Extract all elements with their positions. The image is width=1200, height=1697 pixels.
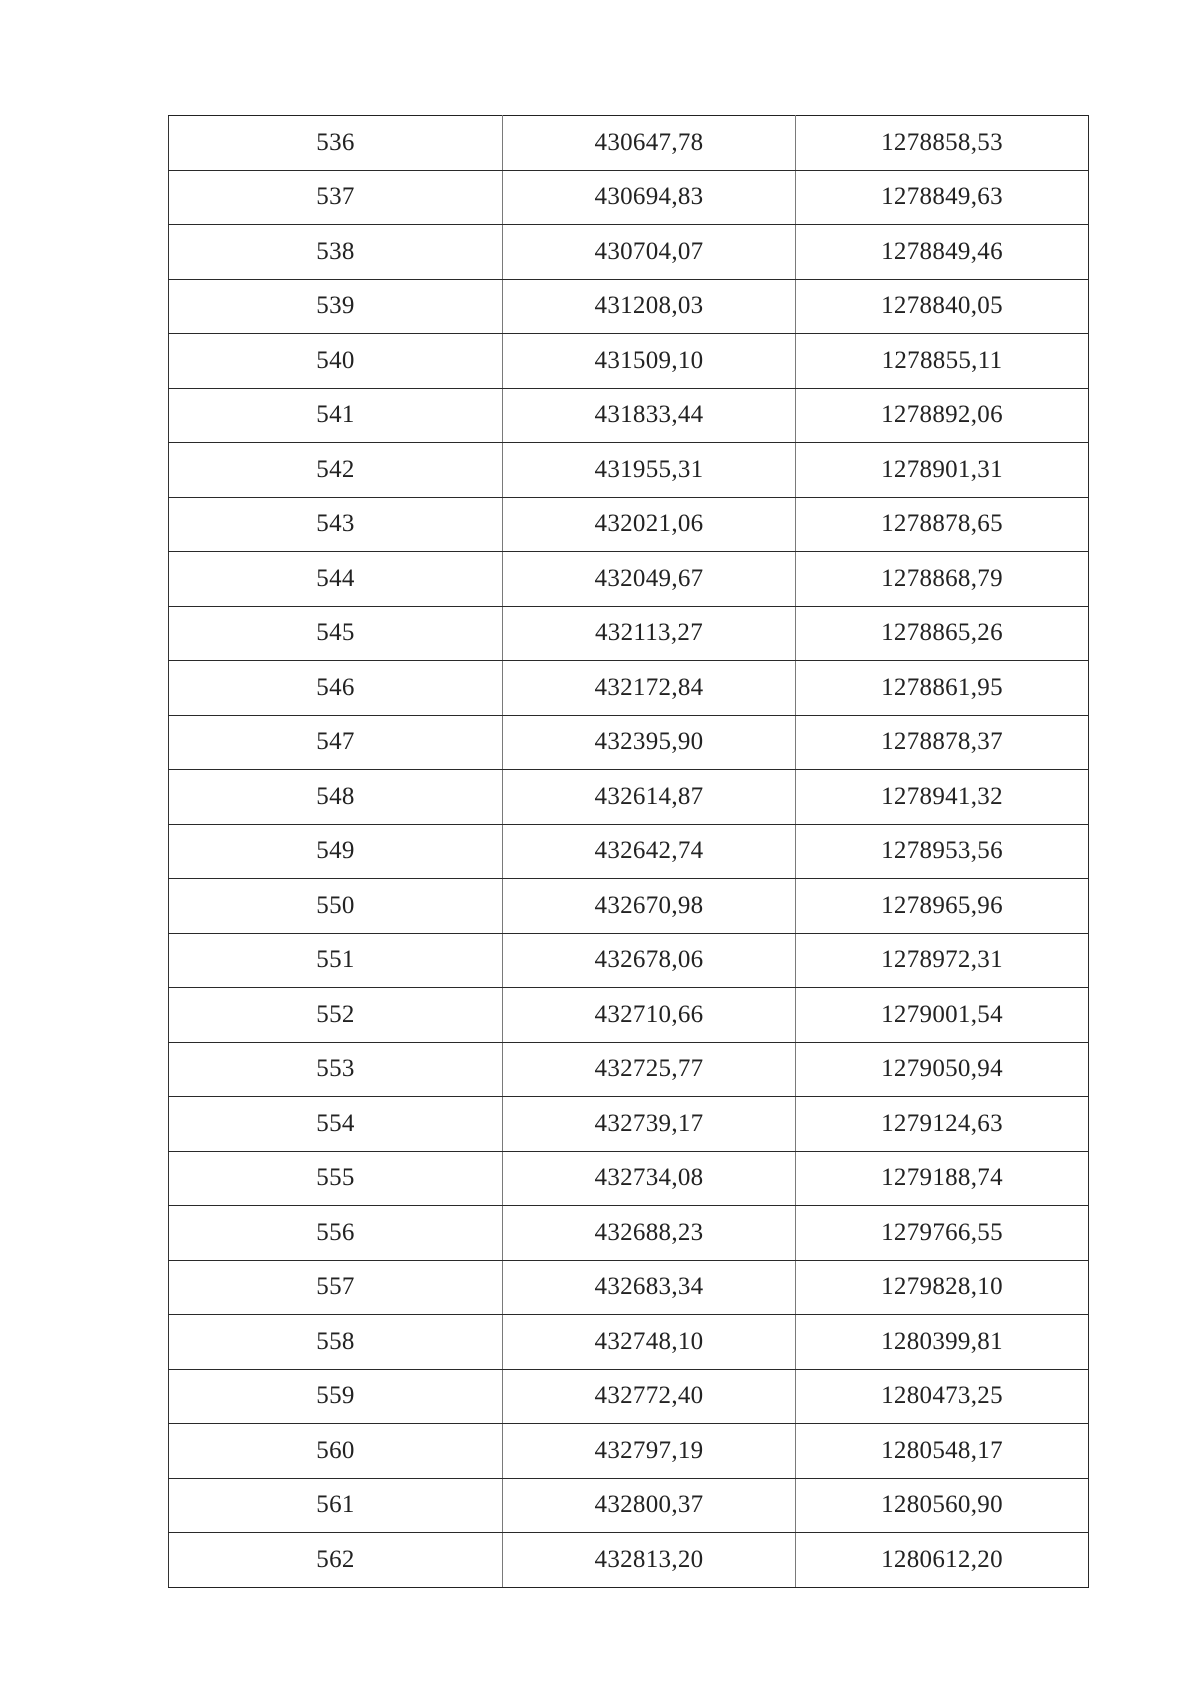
y-coordinate-cell: 1278840,05	[796, 279, 1089, 334]
x-coordinate-cell: 430704,07	[503, 225, 796, 280]
x-coordinate-cell: 432683,34	[503, 1260, 796, 1315]
x-coordinate-cell: 432614,87	[503, 770, 796, 825]
table-row	[169, 552, 1089, 607]
y-coordinate-cell: 1278865,26	[796, 606, 1089, 661]
x-coordinate-cell: 431955,31	[503, 443, 796, 498]
point-number-cell: 548	[169, 770, 503, 825]
point-number-cell: 549	[169, 824, 503, 879]
coordinates-table	[168, 115, 1089, 1588]
table-row	[169, 606, 1089, 661]
y-coordinate-cell: 1280473,25	[796, 1369, 1089, 1424]
point-number-cell: 541	[169, 388, 503, 443]
point-number-cell: 544	[169, 552, 503, 607]
y-coordinate-cell: 1280560,90	[796, 1478, 1089, 1533]
point-number-cell: 550	[169, 879, 503, 934]
point-number-cell: 537	[169, 170, 503, 225]
table-row	[169, 116, 1089, 171]
table-row	[169, 225, 1089, 280]
x-coordinate-cell: 432688,23	[503, 1206, 796, 1261]
point-number-cell: 552	[169, 988, 503, 1043]
x-coordinate-cell: 432678,06	[503, 933, 796, 988]
y-coordinate-cell: 1279124,63	[796, 1097, 1089, 1152]
point-number-cell: 539	[169, 279, 503, 334]
y-coordinate-cell: 1280399,81	[796, 1315, 1089, 1370]
y-coordinate-cell: 1278855,11	[796, 334, 1089, 389]
table-row	[169, 170, 1089, 225]
x-coordinate-cell: 432772,40	[503, 1369, 796, 1424]
point-number-cell: 557	[169, 1260, 503, 1315]
y-coordinate-cell: 1278878,37	[796, 715, 1089, 770]
table-row	[169, 1097, 1089, 1152]
y-coordinate-cell: 1278858,53	[796, 116, 1089, 171]
point-number-cell: 556	[169, 1206, 503, 1261]
point-number-cell: 540	[169, 334, 503, 389]
point-number-cell: 551	[169, 933, 503, 988]
table-row	[169, 715, 1089, 770]
point-number-cell: 555	[169, 1151, 503, 1206]
table-row	[169, 388, 1089, 443]
y-coordinate-cell: 1278868,79	[796, 552, 1089, 607]
point-number-cell: 547	[169, 715, 503, 770]
y-coordinate-cell: 1279050,94	[796, 1042, 1089, 1097]
y-coordinate-cell: 1279001,54	[796, 988, 1089, 1043]
x-coordinate-cell: 432049,67	[503, 552, 796, 607]
x-coordinate-cell: 432172,84	[503, 661, 796, 716]
y-coordinate-cell: 1278892,06	[796, 388, 1089, 443]
point-number-cell: 543	[169, 497, 503, 552]
y-coordinate-cell: 1278965,96	[796, 879, 1089, 934]
table-row	[169, 1206, 1089, 1261]
table-row	[169, 279, 1089, 334]
x-coordinate-cell: 430694,83	[503, 170, 796, 225]
table-row	[169, 1478, 1089, 1533]
x-coordinate-cell: 432113,27	[503, 606, 796, 661]
y-coordinate-cell: 1278953,56	[796, 824, 1089, 879]
point-number-cell: 542	[169, 443, 503, 498]
table-row	[169, 1042, 1089, 1097]
y-coordinate-cell: 1278878,65	[796, 497, 1089, 552]
x-coordinate-cell: 430647,78	[503, 116, 796, 171]
table-row	[169, 497, 1089, 552]
point-number-cell: 559	[169, 1369, 503, 1424]
table-row	[169, 1533, 1089, 1588]
y-coordinate-cell: 1278941,32	[796, 770, 1089, 825]
y-coordinate-cell: 1278849,46	[796, 225, 1089, 280]
table-row	[169, 770, 1089, 825]
table-row	[169, 879, 1089, 934]
x-coordinate-cell: 432813,20	[503, 1533, 796, 1588]
x-coordinate-cell: 432021,06	[503, 497, 796, 552]
table-row	[169, 824, 1089, 879]
x-coordinate-cell: 431509,10	[503, 334, 796, 389]
y-coordinate-cell: 1278849,63	[796, 170, 1089, 225]
point-number-cell: 554	[169, 1097, 503, 1152]
coordinates-table-body	[169, 116, 1089, 1588]
y-coordinate-cell: 1278972,31	[796, 933, 1089, 988]
table-row	[169, 661, 1089, 716]
point-number-cell: 553	[169, 1042, 503, 1097]
x-coordinate-cell: 432797,19	[503, 1424, 796, 1479]
table-row	[169, 1424, 1089, 1479]
x-coordinate-cell: 432642,74	[503, 824, 796, 879]
point-number-cell: 536	[169, 116, 503, 171]
x-coordinate-cell: 432800,37	[503, 1478, 796, 1533]
y-coordinate-cell: 1278861,95	[796, 661, 1089, 716]
y-coordinate-cell: 1280548,17	[796, 1424, 1089, 1479]
point-number-cell: 561	[169, 1478, 503, 1533]
point-number-cell: 546	[169, 661, 503, 716]
x-coordinate-cell: 432748,10	[503, 1315, 796, 1370]
point-number-cell: 538	[169, 225, 503, 280]
x-coordinate-cell: 431208,03	[503, 279, 796, 334]
x-coordinate-cell: 432670,98	[503, 879, 796, 934]
table-row	[169, 443, 1089, 498]
table-row	[169, 1151, 1089, 1206]
point-number-cell: 558	[169, 1315, 503, 1370]
x-coordinate-cell: 432734,08	[503, 1151, 796, 1206]
table-row	[169, 1369, 1089, 1424]
table-row	[169, 334, 1089, 389]
x-coordinate-cell: 432710,66	[503, 988, 796, 1043]
x-coordinate-cell: 432739,17	[503, 1097, 796, 1152]
table-row	[169, 988, 1089, 1043]
x-coordinate-cell: 432395,90	[503, 715, 796, 770]
y-coordinate-cell: 1278901,31	[796, 443, 1089, 498]
point-number-cell: 545	[169, 606, 503, 661]
table-row	[169, 1260, 1089, 1315]
point-number-cell: 560	[169, 1424, 503, 1479]
y-coordinate-cell: 1279766,55	[796, 1206, 1089, 1261]
y-coordinate-cell: 1279828,10	[796, 1260, 1089, 1315]
x-coordinate-cell: 432725,77	[503, 1042, 796, 1097]
x-coordinate-cell: 431833,44	[503, 388, 796, 443]
table-row	[169, 933, 1089, 988]
point-number-cell: 562	[169, 1533, 503, 1588]
y-coordinate-cell: 1280612,20	[796, 1533, 1089, 1588]
y-coordinate-cell: 1279188,74	[796, 1151, 1089, 1206]
table-row	[169, 1315, 1089, 1370]
